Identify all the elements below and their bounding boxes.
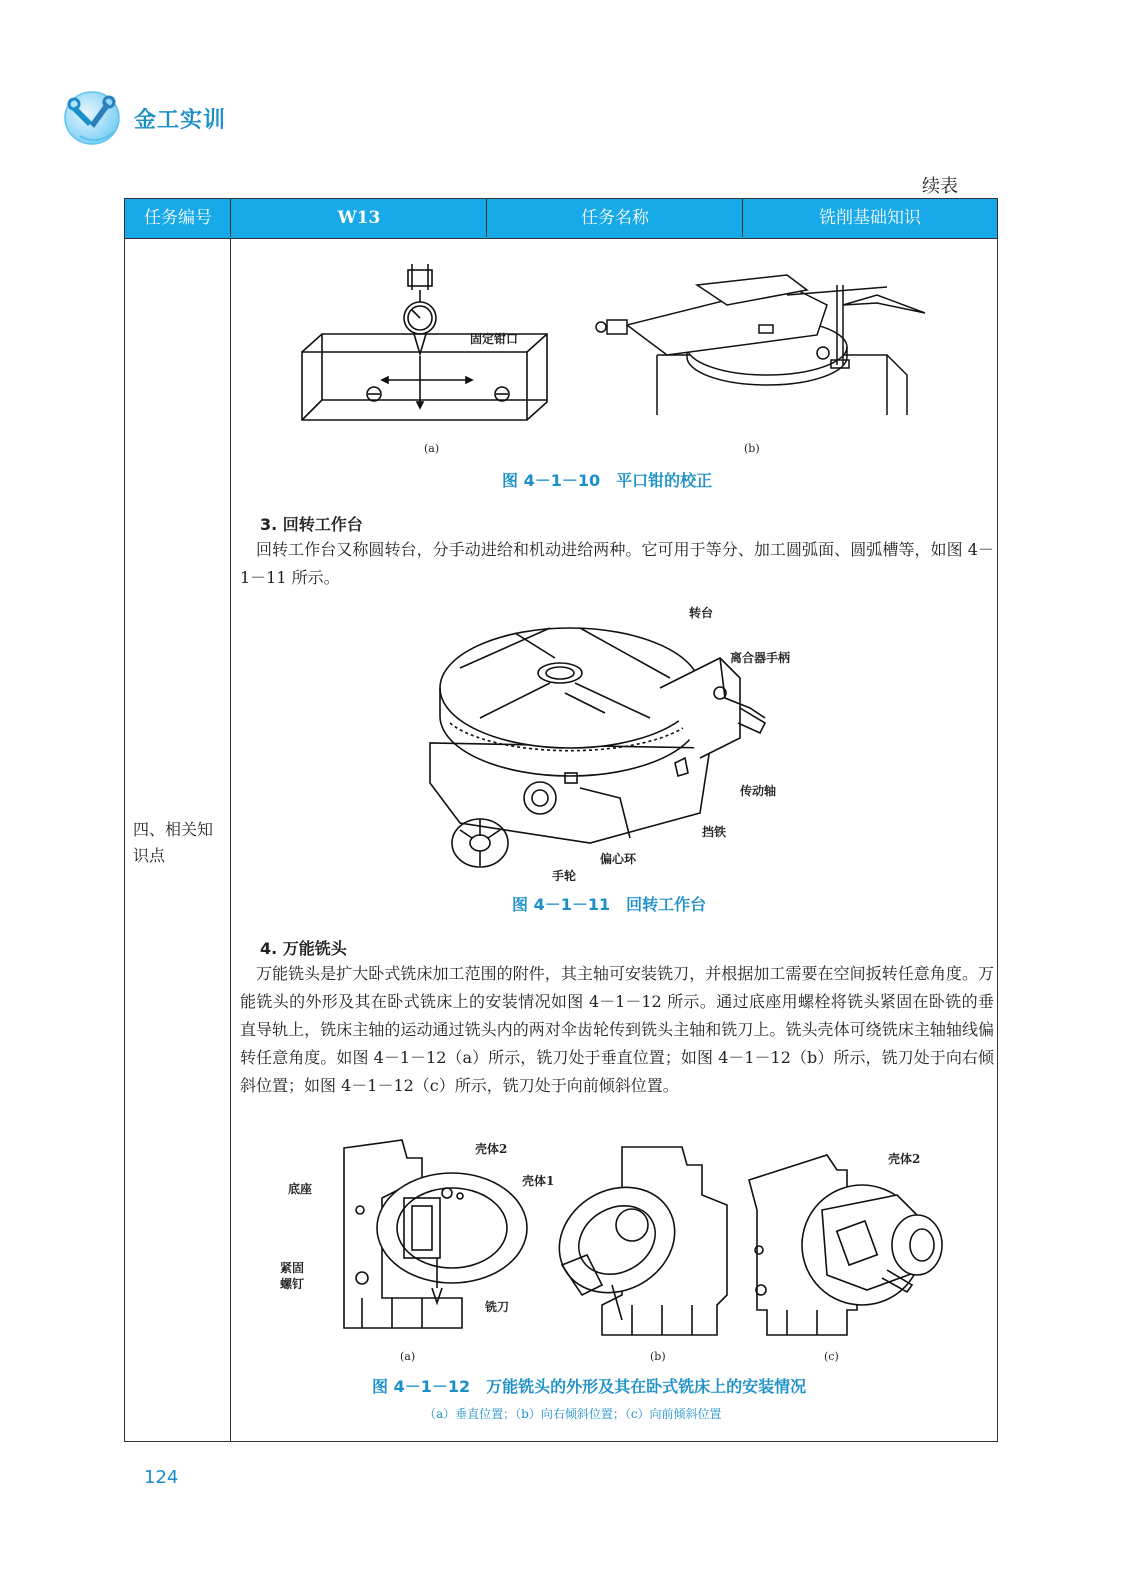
subfig-label-a: (a)	[424, 442, 440, 455]
label-cutter: 铣刀	[485, 1300, 510, 1314]
vise-on-table-figure	[587, 265, 927, 415]
book-logo-icon	[62, 88, 130, 150]
label-shell2: 壳体2	[475, 1142, 508, 1156]
divider	[486, 199, 487, 237]
subfig-label-b: (b)	[744, 442, 760, 455]
paragraph-text: 回转工作台又称圆转台，分手动进给和机动进给两种。它可用于等分、加工圆弧面、圆弧槽等，如图 4－1－11 所示。	[240, 540, 994, 587]
subfig-label-a: (a)	[400, 1350, 416, 1363]
milling-head-right-tilt-figure	[542, 1145, 732, 1340]
header-task-name-value: 铣削基础知识	[819, 208, 921, 228]
paragraph-text: 万能铣头是扩大卧式铣床加工范围的附件，其主轴可安装铣刀，并根据加工需要在空间扳转任意角度。万能铣头的外形及其在卧式铣床上的安装情况如图 4－1－12 所示。通过底座用螺栓将铣头紧固在卧铣的垂直导轨上，铣床主轴的运动通过铣头内的两对伞齿轮传到铣头主轴和铣刀上。铣头壳体可绕铣床主轴轴线偏转任意角度。如图 4－1－12（a）所示，铣刀处于垂直位置；如图 4－1－12（b）所示，铣刀处于向右倾斜位置；如图 4－1－12（c）所示，铣刀处于向前倾斜位置。	[240, 964, 994, 1095]
divider	[742, 199, 743, 237]
milling-head-vertical-figure	[342, 1138, 542, 1338]
milling-head-forward-tilt-figure	[747, 1150, 947, 1340]
section-heading: 3. 回转工作台	[260, 515, 363, 534]
header-task-name-label: 任务名称	[581, 208, 649, 228]
task-table	[124, 198, 998, 1442]
subfig-label-c: (c)	[824, 1350, 839, 1363]
label-base: 底座	[288, 1182, 313, 1196]
figure-caption: 图 4－1－11 回转工作台	[512, 895, 707, 914]
book-title: 金工实训	[134, 108, 227, 133]
content-cell	[232, 240, 997, 1441]
figure-caption: 图 4－1－10 平口钳的校正	[502, 471, 713, 490]
header-task-number-value: W13	[337, 208, 381, 228]
label-fixed-jaw: 固定钳口	[470, 332, 519, 346]
table-header-row	[125, 199, 997, 239]
label-bolt: 紧固螺钉	[280, 1261, 305, 1291]
label-clutch-handle: 离合器手柄	[730, 651, 791, 665]
section-paragraph	[240, 536, 994, 592]
label-drive-shaft: 传动轴	[740, 784, 777, 798]
label-shell2-c: 壳体2	[888, 1152, 921, 1166]
label-shell1: 壳体1	[522, 1174, 555, 1188]
label-turntable: 转台	[689, 606, 714, 620]
label-eccentric-ring: 偏心环	[600, 852, 637, 866]
label-stop-iron: 挡铁	[702, 825, 727, 839]
section-heading: 4. 万能铣头	[260, 939, 347, 958]
figure-caption: 图 4－1－12 万能铣头的外形及其在卧式铣床上的安装情况	[372, 1377, 807, 1396]
side-label: 四、相关知识点	[133, 820, 214, 865]
label-handwheel: 手轮	[552, 869, 577, 883]
header-task-number-label: 任务编号	[144, 208, 212, 228]
divider	[230, 239, 231, 1441]
figure-subcaption: （a）垂直位置；（b）向右倾斜位置；（c）向前倾斜位置	[424, 1407, 722, 1421]
section-paragraph	[240, 960, 994, 1100]
subfig-label-b: (b)	[650, 1350, 666, 1363]
divider	[230, 199, 231, 237]
continued-label: 续表	[922, 176, 958, 197]
page-number: 124	[144, 1467, 179, 1488]
